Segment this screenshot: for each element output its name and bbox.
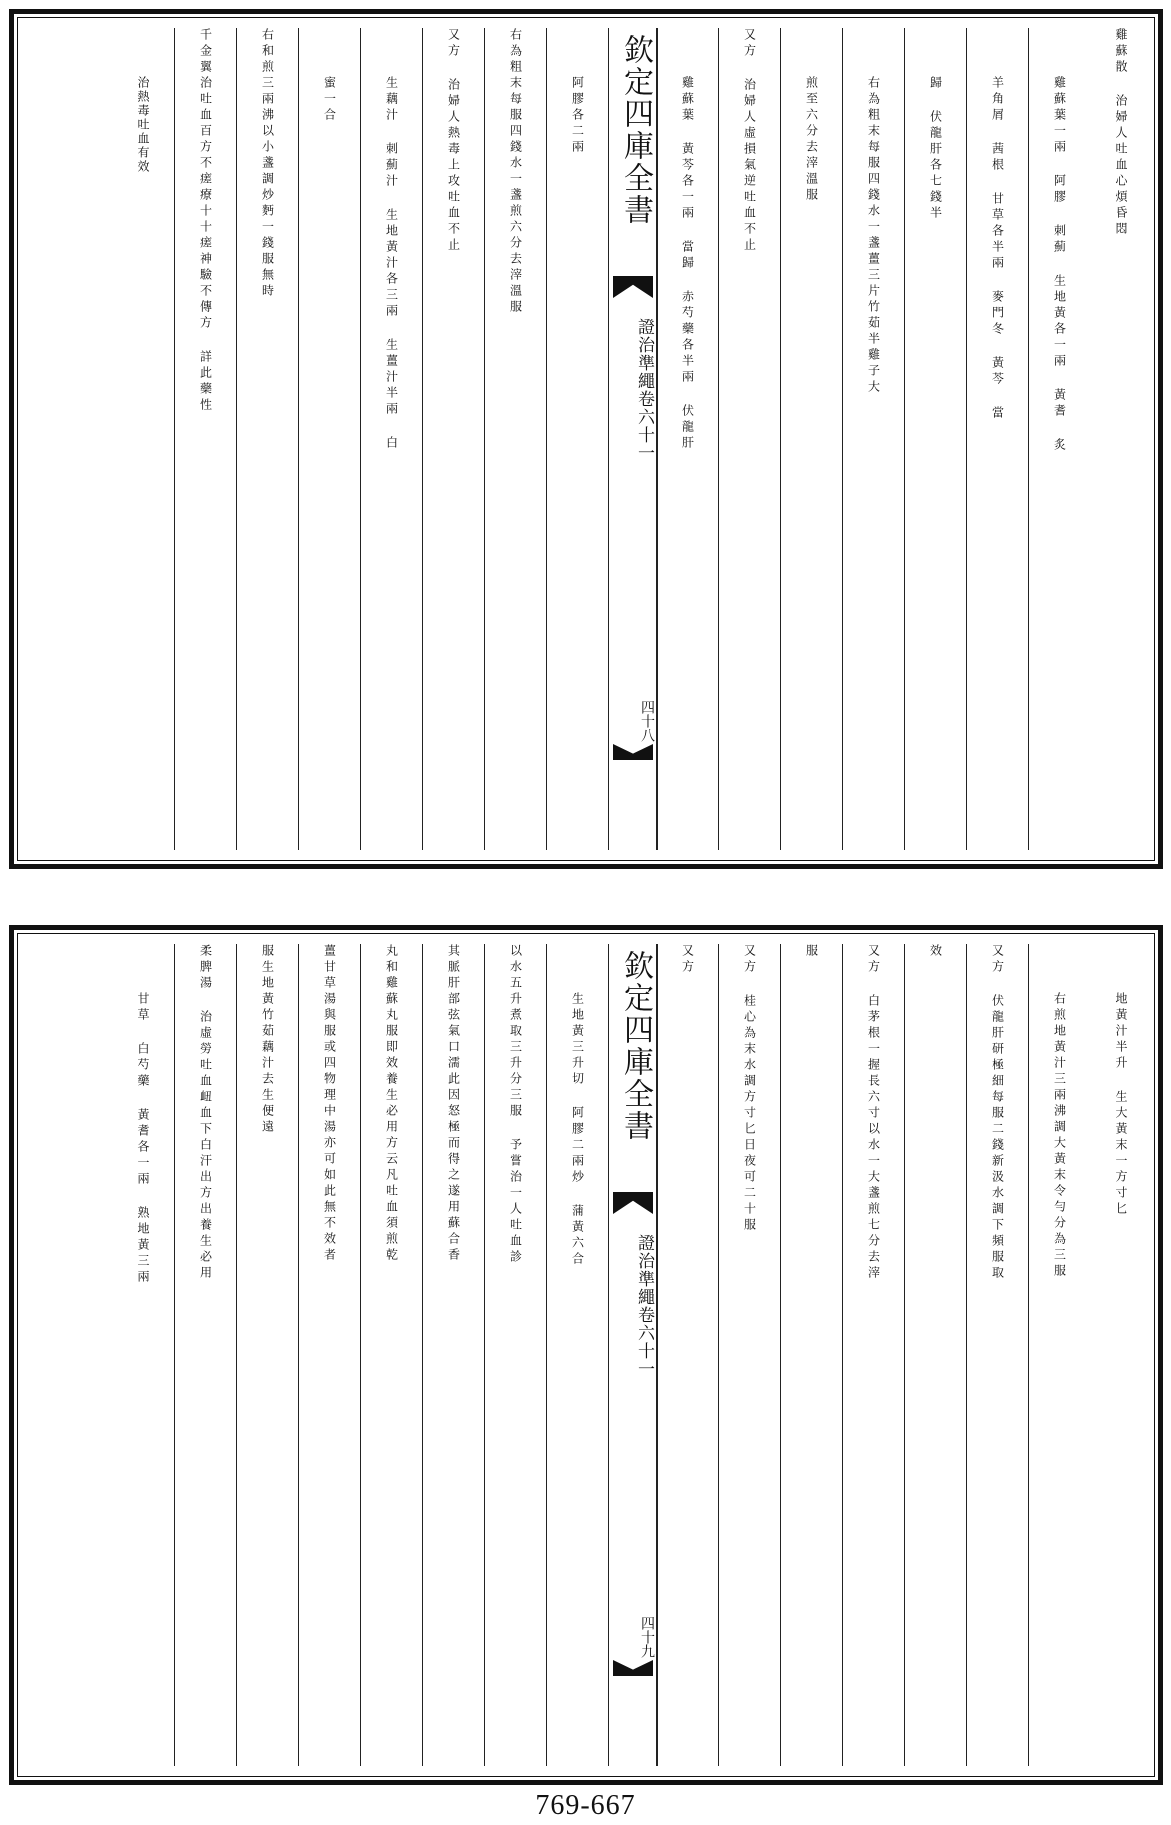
center-margin-strip <box>608 28 658 850</box>
text-column <box>422 28 484 850</box>
text-column <box>842 944 904 1766</box>
book-title: 欽定四庫全書 <box>618 34 653 226</box>
text-column <box>298 28 360 850</box>
text-column <box>236 944 298 1766</box>
fishtail-mark-icon <box>613 744 653 760</box>
lower-folio-page <box>9 925 1163 1785</box>
text-column-content: 右和煎三兩沸以小盞調炒麪一錢服無時 <box>260 28 275 300</box>
folio-number: 四十八 <box>639 700 655 742</box>
page-number: 769-667 <box>535 1790 636 1821</box>
text-column <box>174 28 236 850</box>
text-column-content: 煎至六分去滓溫服 <box>804 76 819 204</box>
juan-label <box>609 318 657 462</box>
text-column-content: 雞蘇散 治婦人吐血心煩昏悶 <box>1114 28 1128 238</box>
fishtail-mark-icon <box>613 276 653 298</box>
text-column-content: 雞蘇葉一兩 阿膠 刺薊 生地黃各一兩 黃耆 炙 <box>1052 76 1067 454</box>
text-column-content: 丸和雞蘇丸服即效養生必用方云凡吐血須煎乾 <box>384 944 399 1264</box>
text-column <box>546 944 608 1766</box>
text-column <box>656 944 718 1766</box>
text-column-content: 羊角屑 茜根 甘草各半兩 麥門冬 黃芩 當 <box>990 76 1005 422</box>
text-column <box>236 28 298 850</box>
text-column-content: 又方 治婦人虛損氣逆吐血不止 <box>742 28 757 254</box>
text-column-content: 阿膠各二兩 <box>570 76 585 156</box>
text-column <box>718 28 780 850</box>
text-column <box>546 28 608 850</box>
text-column <box>780 944 842 1766</box>
text-column <box>112 28 174 850</box>
text-column-content: 又方 <box>680 944 695 976</box>
text-column-content: 服 <box>804 944 819 960</box>
fishtail-mark-icon <box>613 1192 653 1214</box>
text-column-content: 薑甘草湯與服或四物理中湯亦可如此無不效者 <box>322 944 337 1264</box>
text-column <box>1090 944 1152 1766</box>
text-column-content: 其脈肝部弦氣口濡此因怒極而得之遂用蘇合香 <box>446 944 461 1264</box>
text-column-content: 生地黃三升切 阿膠二兩炒 蒲黃六合 <box>570 992 585 1268</box>
text-column <box>904 28 966 850</box>
text-column <box>484 944 546 1766</box>
text-column-content: 又方 桂心為末水調方寸匕日夜可二十服 <box>742 944 757 1234</box>
text-column <box>718 944 780 1766</box>
text-column-content: 右為粗末每服四錢水一盞煎六分去滓溫服 <box>508 28 523 316</box>
fishtail-mark-icon <box>613 1660 653 1676</box>
text-column <box>842 28 904 850</box>
text-column <box>966 944 1028 1766</box>
text-column <box>112 944 174 1766</box>
work-title: 證治準繩 <box>634 1234 654 1306</box>
text-column-content: 歸 伏龍肝各七錢半 <box>928 76 943 222</box>
center-margin-strip <box>608 944 658 1766</box>
text-column <box>780 28 842 850</box>
juan-label <box>609 1234 657 1378</box>
text-column-content: 雞蘇葉 黃芩各一兩 當歸 赤芍藥各半兩 伏龍肝 <box>680 76 695 452</box>
text-column-content: 柔脾湯 治虛勞吐血衄血下白汗出方出養生必用 <box>198 944 213 1282</box>
folio-number: 四十九 <box>639 1616 655 1658</box>
text-column <box>904 944 966 1766</box>
text-column <box>298 944 360 1766</box>
upper-folio-page <box>9 9 1163 869</box>
text-column <box>966 28 1028 850</box>
text-column-content: 蜜一合 <box>322 76 337 124</box>
text-column-content: 地黃汁半升 生大黃末一方寸匕 <box>1114 992 1128 1218</box>
text-column-content: 服生地黃竹茹藕汁去生便遠 <box>260 944 275 1136</box>
text-column-content: 生藕汁 刺薊汁 生地黃汁各三兩 生薑汁半兩 白 <box>384 76 399 452</box>
work-title: 證治準繩 <box>634 318 654 390</box>
text-column <box>1028 944 1090 1766</box>
juan-number: 卷六十一 <box>634 1306 654 1378</box>
book-title: 欽定四庫全書 <box>618 950 653 1142</box>
text-column-content: 千金翼治吐血百方不瘥療十十瘥神驗不傳方 詳此藥性 <box>198 28 213 414</box>
text-column-content: 右為粗末每服四錢水一盞薑三片竹茹半雞子大 <box>866 76 881 396</box>
text-column <box>360 944 422 1766</box>
text-column-content: 又方 伏龍肝研極細每服二錢新汲水調下頻服取 <box>990 944 1005 1282</box>
text-column-content: 又方 白茅根一握長六寸以水一大盞煎七分去滓 <box>866 944 881 1282</box>
text-column <box>1090 28 1152 850</box>
juan-number: 卷六十一 <box>634 390 654 462</box>
text-column-content: 以水五升煮取三升分三服 予嘗治一人吐血診 <box>508 944 523 1266</box>
text-column <box>422 944 484 1766</box>
text-column <box>484 28 546 850</box>
text-column <box>174 944 236 1766</box>
text-column <box>360 28 422 850</box>
text-column <box>656 28 718 850</box>
text-column-content: 甘草 白芍藥 黃耆各一兩 熟地黃三兩 <box>136 992 150 1286</box>
text-column-content: 治熱毒吐血有效 <box>136 76 150 174</box>
text-column <box>1028 28 1090 850</box>
text-column-content: 又方 治婦人熱毒上攻吐血不止 <box>446 28 461 254</box>
text-column-content: 效 <box>928 944 943 960</box>
text-column-content: 右煎地黃汁三兩沸調大黃末令勻分為三服 <box>1052 992 1067 1280</box>
